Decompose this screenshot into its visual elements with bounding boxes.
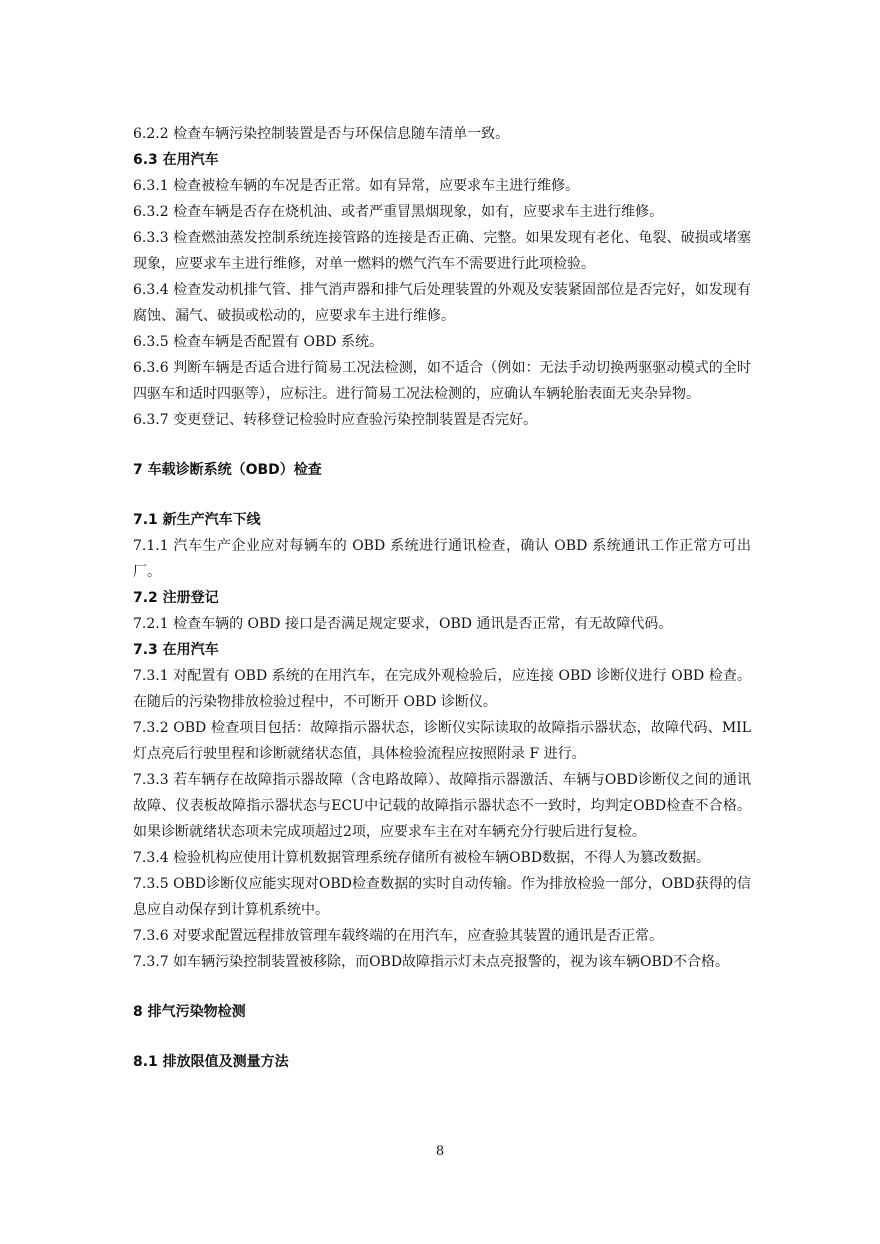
section-heading: 8 排气污染物检测	[133, 1004, 246, 1020]
paragraph: 7.3.7 如车辆污染控制装置被移除，而OBD故障指示灯未点亮报警的，视为该车辆OBD不合格。	[133, 954, 730, 970]
paragraph: 6.3.3 检查燃油蒸发控制系统连接管路的连接是否正确、完整。如果发现有老化、龟裂、破损或堵塞现象，应要求车主进行维修，对单一燃料的燃气汽车不需要进行此项检验。	[133, 230, 751, 272]
paragraph: 7.2.1 检查车辆的 OBD 接口是否满足规定要求，OBD 通讯是否正常，有无故障代码。	[133, 616, 673, 632]
spacer	[133, 975, 751, 999]
paragraph: 7.3.5 OBD诊断仪应能实现对OBD检查数据的实时自动传输。作为排放检验一部分，OBD获得的信息应自动保存到计算机系统中。	[133, 876, 751, 918]
paragraph: 7.3.6 对要求配置远程排放管理车载终端的在用汽车，应查验其装置的通讯是否正常。	[133, 928, 664, 944]
paragraph: 7.3.2 OBD 检查项目包括：故障指示器状态，诊断仪实际读取的故障指示器状态，故障代码、MIL 灯点亮后行驶里程和诊断就绪状态值，具体检验流程应按照附录 F 进行。	[133, 720, 751, 762]
paragraph: 7.3.3 若车辆存在故障指示器故障（含电路故障）、故障指示器激活、车辆与OBD诊断仪之间的通讯故障、仪表板故障指示器状态与ECU中记载的故障指示器状态不一致时，均判定OBD检查不合格。如果诊断就绪状态项未完成项超过2项，应要求车主在对车辆充分行驶后进行复检。	[133, 772, 751, 840]
section-heading: 7.3 在用汽车	[133, 642, 219, 658]
spacer	[133, 433, 751, 457]
spacer	[133, 1025, 751, 1049]
paragraph: 6.3.7 变更登记、转移登记检验时应查验污染控制装置是否完好。	[133, 412, 538, 428]
page-number: 8	[435, 1144, 445, 1159]
paragraph: 6.3.1 检查被检车辆的车况是否正常。如有异常，应要求车主进行维修。	[133, 178, 580, 194]
section-heading: 6.3 在用汽车	[133, 152, 219, 168]
section-heading: 8.1 排放限值及测量方法	[133, 1054, 289, 1070]
paragraph: 6.3.4 检查发动机排气管、排气消声器和排气后处理装置的外观及安装紧固部位是否完好，如发现有腐蚀、漏气、破损或松动的，应要求车主进行维修。	[133, 282, 751, 324]
paragraph: 7.3.1 对配置有 OBD 系统的在用汽车，在完成外观检验后，应连接 OBD 诊断仪进行 OBD 检查。在随后的污染物排放检验过程中，不可断开 OBD 诊断仪。	[133, 668, 751, 710]
document-body	[133, 121, 751, 1075]
paragraph: 6.3.2 检查车辆是否存在烧机油、或者严重冒黑烟现象，如有，应要求车主进行维修。	[133, 204, 664, 220]
paragraph: 6.3.5 检查车辆是否配置有 OBD 系统。	[133, 334, 383, 350]
spacer	[133, 483, 751, 507]
section-heading: 7 车载诊断系统（OBD）检查	[133, 462, 322, 478]
section-heading: 7.1 新生产汽车下线	[133, 512, 261, 528]
section-heading: 7.2 注册登记	[133, 590, 219, 606]
paragraph: 6.3.6 判断车辆是否适合进行简易工况法检测，如不适合（例如：无法手动切换两驱驱动模式的全时四驱车和适时四驱等），应标注。进行简易工况法检测的，应确认车辆轮胎表面无夹杂异物。	[133, 360, 751, 402]
paragraph: 7.1.1 汽车生产企业应对每辆车的 OBD 系统进行通讯检查，确认 OBD 系统通讯工作正常方可出厂。	[133, 538, 751, 580]
paragraph: 6.2.2 检查车辆污染控制装置是否与环保信息随车清单一致。	[133, 126, 510, 142]
paragraph: 7.3.4 检验机构应使用计算机数据管理系统存储所有被检车辆OBD数据，不得人为篡改数据。	[133, 850, 711, 866]
